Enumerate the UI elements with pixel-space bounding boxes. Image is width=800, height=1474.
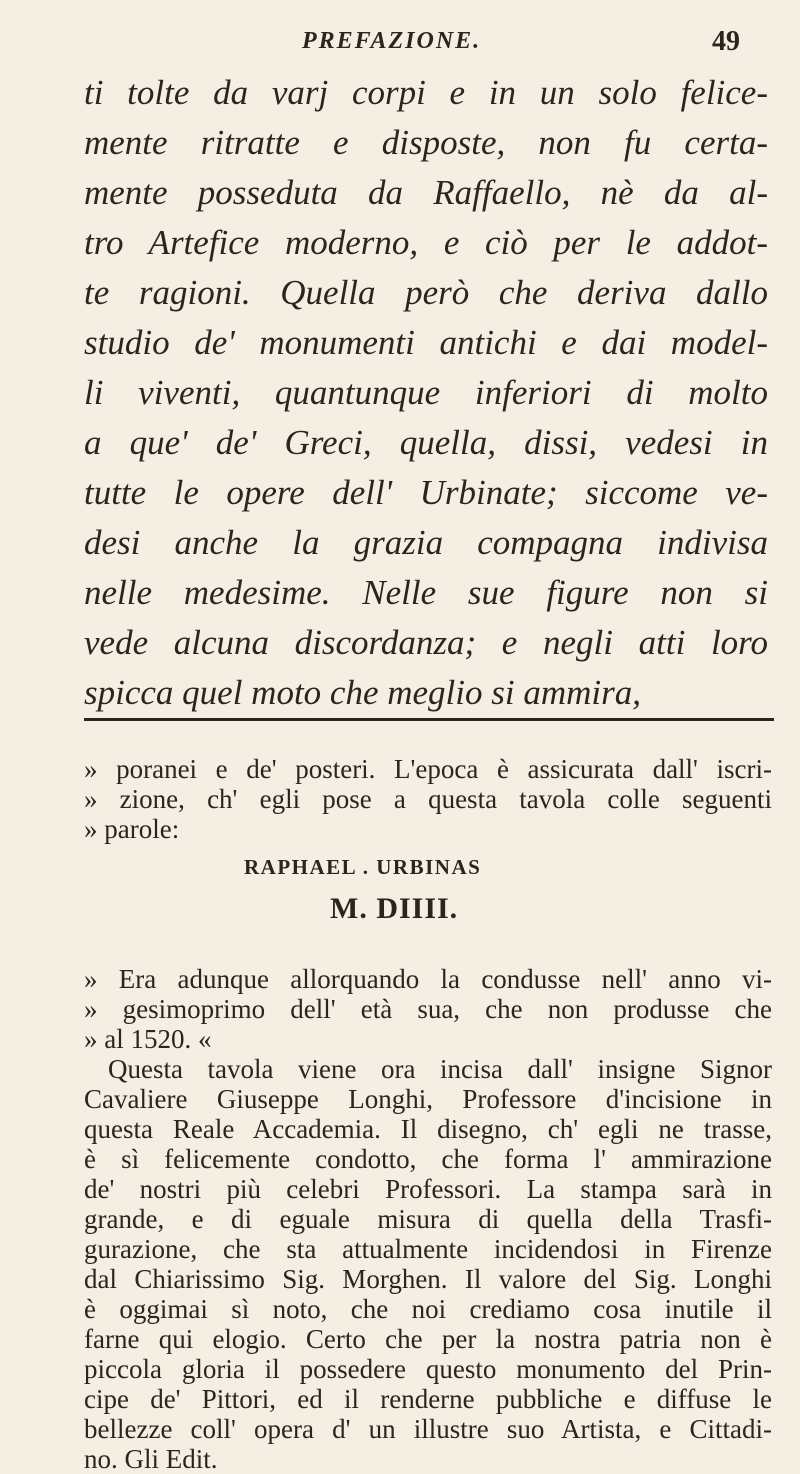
footnote-line: » al 1520. «: [84, 1024, 212, 1054]
text-line: mente ritratte e disposte, non fu certa-: [84, 123, 768, 162]
text-line: te ragioni. Quella però che deriva dallo: [84, 273, 768, 312]
text-line: spicca quel moto che meglio si ammira,: [84, 673, 641, 712]
text-line: vede alcuna discordanza; e negli atti loro: [84, 623, 768, 662]
footnote-line: Cavaliere Giuseppe Longhi, Professore d'incisione in: [84, 1084, 772, 1114]
text-line: tro Artefice moderno, e ciò per le addot-: [84, 223, 768, 262]
footnote-line: cipe de' Pittori, ed il renderne pubbliche e diffuse le: [84, 1384, 772, 1414]
text-line: ti tolte da varj corpi e in un solo felice-: [84, 73, 768, 112]
footnote-part-a: [84, 754, 772, 844]
footnote-line: » zione, ch' egli pose a questa tavola colle seguenti: [84, 784, 772, 814]
text-line: nelle medesime. Nelle sue figure non si: [84, 573, 768, 612]
text-line: tutte le opere dell' Urbinate; siccome ve-: [84, 473, 768, 512]
page-header: [0, 22, 800, 62]
footnote-line: no. Gli Edit.: [84, 1444, 218, 1474]
footnote-line: piccola gloria il possedere questo monumento del Prin-: [84, 1354, 772, 1384]
text-line: li viventi, quantunque inferiori di molto: [84, 373, 768, 412]
footnote-line: bellezze coll' opera d' un illustre suo Artista, e Cittadi-: [84, 1414, 772, 1444]
inscription-line-2: M. DIIII.: [330, 892, 459, 925]
footnote-divider: [84, 718, 774, 721]
footnote-line: grande, e di eguale misura di quella della Trasfi-: [84, 1204, 772, 1234]
footnote-line: » gesimoprimo dell' età sua, che non produsse che: [84, 994, 772, 1024]
footnote-line: » poranei e de' posteri. L'epoca è assicurata dall' iscri-: [84, 754, 772, 784]
footnote-line: dal Chiarissimo Sig. Morghen. Il valore del Sig. Longhi: [84, 1264, 772, 1294]
footnote-line: farne qui elogio. Certo che per la nostra patria non è: [84, 1324, 772, 1354]
footnote-line: questa Reale Accademia. Il disegno, ch' egli ne trasse,: [84, 1114, 772, 1144]
text-line: a que' de' Greci, quella, dissi, vedesi in: [84, 423, 768, 462]
running-head: PREFAZIONE.: [302, 28, 482, 54]
footnote-line: Questa tavola viene ora incisa dall' insigne Signor: [108, 1054, 772, 1084]
footnote-part-b: [84, 964, 772, 1474]
text-line: studio de' monumenti antichi e dai model-: [84, 323, 768, 362]
footnote-line: è sì felicemente condotto, che forma l' ammirazione: [84, 1144, 772, 1174]
footnote-line: gurazione, che sta attualmente incidendosi in Firenze: [84, 1234, 772, 1264]
footnote-line: » parole:: [84, 814, 180, 844]
footnote-line: de' nostri più celebri Professori. La stampa sarà in: [84, 1174, 772, 1204]
main-text-block: [84, 68, 768, 718]
text-line: desi anche la grazia compagna indivisa: [84, 523, 768, 562]
footnote-line: » Era adunque allorquando la condusse nell' anno vi-: [84, 964, 772, 994]
footnote-line: è oggimai sì noto, che noi crediamo cosa inutile il: [84, 1294, 772, 1324]
page-number: 49: [712, 26, 740, 57]
inscription-line-1: RAPHAEL . URBINAS: [244, 855, 482, 879]
text-line: mente posseduta da Raffaello, nè da al-: [84, 173, 768, 212]
